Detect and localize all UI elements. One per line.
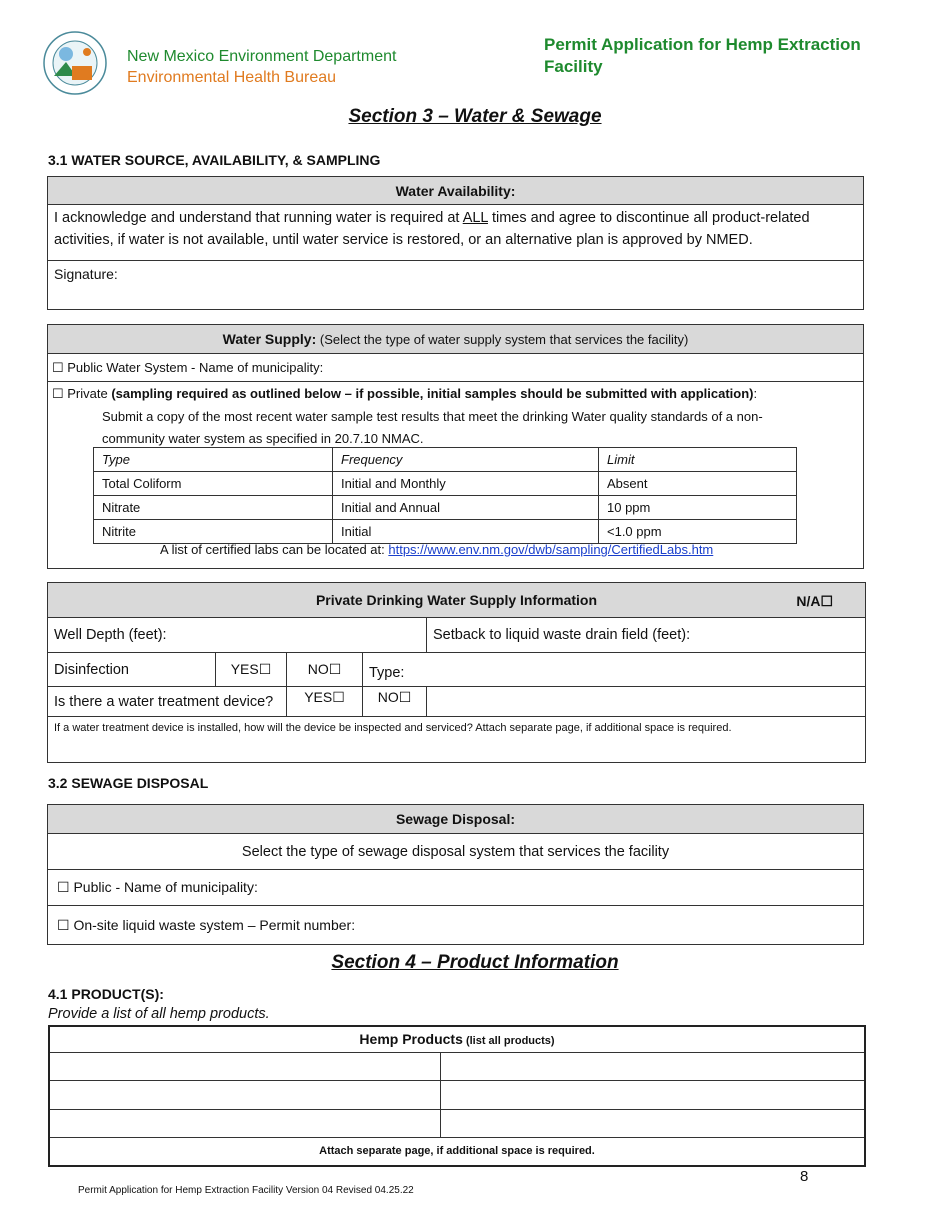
well-depth-field[interactable]: Well Depth (feet): (48, 618, 427, 653)
private-info-header: Private Drinking Water Supply Information N/A☐ (48, 583, 866, 618)
cell: Initial (333, 520, 599, 544)
disinfection-label: Disinfection (48, 653, 216, 687)
disinfection-yes-checkbox[interactable]: YES☐ (216, 653, 287, 687)
treatment-device-label: Is there a water treatment device? (48, 687, 287, 717)
product-input[interactable] (440, 1052, 865, 1080)
public-sewage-option[interactable]: ☐ Public - Name of municipality: (48, 870, 864, 906)
table-row (94, 520, 797, 544)
products-footer-note: Attach separate page, if additional space is required. (49, 1137, 865, 1166)
subsection-3-2-heading: 3.2 SEWAGE DISPOSAL (48, 775, 209, 791)
cell: Initial and Annual (333, 496, 599, 520)
treatment-yes-checkbox[interactable]: YES☐ (287, 687, 363, 717)
private-water-info-table (47, 582, 866, 763)
treatment-no-checkbox[interactable]: NO☐ (363, 687, 427, 717)
sampling-instructions: Submit a copy of the most recent water sample test results that meet the drinking Water quality standards of a non-community water system as specified in 20.7.10 NMAC. (102, 409, 763, 446)
signature-field[interactable]: Signature: (48, 261, 864, 310)
water-availability-statement: I acknowledge and understand that running water is required at ALL times and agree to discontinue all product-related activities, if water is not available, until water service is restored, or an alternative plan is approved by NMED. (48, 205, 864, 261)
treatment-service-field[interactable]: If a water treatment device is installed, how will the device be inspected and serviced? Attach separate page, if additional space is required. (48, 717, 866, 763)
cell: Initial and Monthly (333, 472, 599, 496)
product-input[interactable] (49, 1109, 440, 1137)
certified-labs-link[interactable]: https://www.env.nm.gov/dwb/sampling/CertifiedLabs.htm (388, 542, 714, 557)
onsite-sewage-option[interactable]: ☐ On-site liquid waste system – Permit number: (48, 906, 864, 945)
hemp-products-table (48, 1025, 866, 1167)
page-number: 8 (800, 1168, 809, 1185)
product-input[interactable] (440, 1080, 865, 1109)
product-input[interactable] (440, 1109, 865, 1137)
column-header-type: Type (94, 448, 333, 472)
sampling-requirements-table (93, 447, 797, 544)
nmed-logo (42, 30, 108, 96)
setback-field[interactable]: Setback to liquid waste drain field (feet): (427, 618, 866, 653)
subsection-3-1-heading: 3.1 WATER SOURCE, AVAILABILITY, & SAMPLING (48, 152, 381, 168)
bureau-name: Environmental Health Bureau (127, 69, 337, 86)
private-water-option[interactable]: ☐ Private (sampling required as outlined below – if possible, initial samples should be submitted with application): Submit a copy of the most recent water sample test results that meet the drinking Water quality standards of a non-community water system as specified in 20.7.10 NMAC. A list of certified labs can be located at: https://www.env.nm.gov/dwb/sampling/CertifiedLabs.htm (48, 382, 864, 569)
section-3-title: Section 3 – Water & Sewage (348, 106, 602, 127)
section-4-title: Section 4 – Product Information (331, 952, 619, 973)
column-header-limit: Limit (599, 448, 797, 472)
treatment-device-field[interactable] (427, 687, 866, 717)
table-row (94, 472, 797, 496)
cell: <1.0 ppm (599, 520, 797, 544)
footer-version: Permit Application for Hemp Extraction Facility Version 04 Revised 04.25.22 (78, 1185, 414, 1196)
table-row (94, 496, 797, 520)
water-supply-header: Water Supply: (Select the type of water supply system that services the facility) (48, 325, 864, 354)
certified-labs-note: A list of certified labs can be located at: https://www.env.nm.gov/dwb/sampling/CertifiedLabs.htm (160, 542, 714, 557)
product-input[interactable] (49, 1052, 440, 1080)
water-availability-header: Water Availability: (48, 177, 864, 205)
cell: Nitrite (94, 520, 333, 544)
department-name: New Mexico Environment Department (127, 48, 397, 65)
column-header-frequency: Frequency (333, 448, 599, 472)
products-instruction: Provide a list of all hemp products. (48, 1006, 270, 1022)
cell: 10 ppm (599, 496, 797, 520)
disinfection-type-field[interactable]: Type: (363, 653, 866, 687)
cell: Nitrate (94, 496, 333, 520)
water-availability-table (47, 176, 864, 310)
subsection-4-1-heading: 4.1 PRODUCT(S): (48, 986, 164, 1002)
disinfection-no-checkbox[interactable]: NO☐ (287, 653, 363, 687)
cell: Absent (599, 472, 797, 496)
sewage-header: Sewage Disposal: (48, 805, 864, 834)
sewage-disposal-table (47, 804, 864, 945)
product-input[interactable] (49, 1080, 440, 1109)
na-checkbox[interactable]: N/A☐ (796, 593, 833, 609)
cell: Total Coliform (94, 472, 333, 496)
sewage-instruction: Select the type of sewage disposal system that services the facility (48, 834, 864, 870)
document-title: Permit Application for Hemp Extraction Facility (544, 35, 861, 76)
hemp-products-header: Hemp Products (list all products) (49, 1026, 865, 1052)
public-water-option[interactable]: ☐ Public Water System - Name of municipality: (48, 354, 864, 382)
